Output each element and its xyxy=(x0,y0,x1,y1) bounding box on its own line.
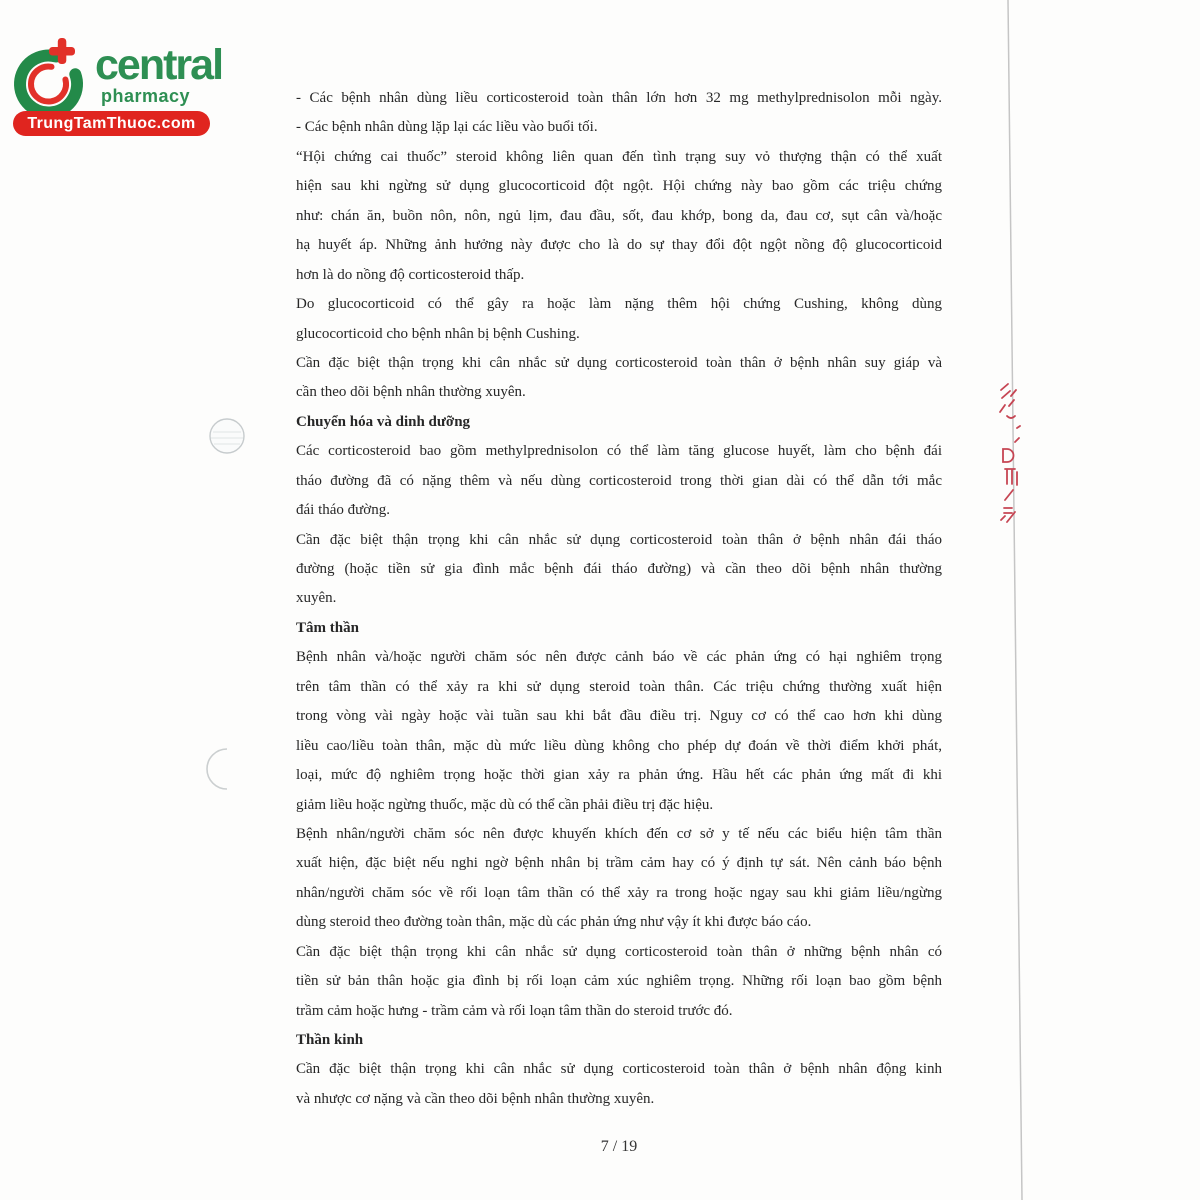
body-text-line: tháo đường đã có nặng thêm và nếu dùng corticosteroid trong thời gian dài có thể dẫn tới mắc xyxy=(296,472,942,489)
body-text-line: Cần đặc biệt thận trọng khi cân nhắc sử dụng corticosteroid toàn thân ở bệnh nhân đái tháo xyxy=(296,531,942,548)
body-text-line: trầm cảm hoặc hưng - trầm cảm và rối loạn tâm thần do steroid trước đó. xyxy=(296,1002,733,1019)
body-text-line: Các corticosteroid bao gồm methylprednisolon có thể làm tăng glucose huyết, làm cho bệnh đái xyxy=(296,443,942,460)
body-text-line: giảm liều hoặc ngừng thuốc, mặc dù có thể cần phải điều trị đặc hiệu. xyxy=(296,796,714,813)
logo-website-badge: TrungTamThuoc.com xyxy=(13,111,210,136)
body-text-line: - Các bệnh nhân dùng lặp lại các liều vào buổi tối. xyxy=(296,119,598,136)
body-text-line: cần theo dõi bệnh nhân thường xuyên. xyxy=(296,384,526,401)
body-text-line: “Hội chứng cai thuốc” steroid không liên quan đến tình trạng suy vỏ thượng thận có thể xuất xyxy=(296,148,942,165)
body-text-line: Do glucocorticoid có thể gây ra hoặc làm nặng thêm hội chứng Cushing, không dùng xyxy=(296,296,942,313)
body-text-line: dùng steroid theo đường toàn thân, mặc dù các phản ứng như vậy ít khi được báo cáo. xyxy=(296,914,812,931)
body-text-line: và nhược cơ nặng và cần theo dõi bệnh nhân thường xuyên. xyxy=(296,1090,655,1107)
section-heading: Chuyển hóa và dinh dưỡng xyxy=(296,413,471,430)
body-text-line: nhân/người chăm sóc về rối loạn tâm thần có thể xảy ra trong hoặc ngay sau khi giảm liều/ngừng xyxy=(296,884,942,901)
body-text-line: tiền sử bản thân hoặc gia đình bị rối loạn cảm xúc nghiêm trọng. Những rối loạn bao gồm bệnh xyxy=(296,973,942,990)
logo-subtitle-text: pharmacy xyxy=(101,86,191,106)
body-text-line: Bệnh nhân/người chăm sóc nên được khuyến khích đến cơ sở y tế nếu các biểu hiện tâm thần xyxy=(296,825,942,842)
section-heading: Tâm thần xyxy=(296,619,359,636)
page-number: 7 / 19 xyxy=(600,1138,638,1155)
body-text-line: Cần đặc biệt thận trọng khi cân nhắc sử dụng corticosteroid toàn thân ở bệnh nhân động kinh xyxy=(296,1061,942,1078)
body-text-line: như: chán ăn, buồn nôn, nôn, ngủ lịm, đau đầu, sốt, đau khớp, bong da, đau cơ, sụt cân và/hoặc xyxy=(296,207,942,224)
body-text-line: đường (hoặc tiền sử gia đình mắc bệnh đái tháo đường) và cần theo dõi bệnh nhân thường xyxy=(296,561,942,577)
section-heading: Thần kinh xyxy=(296,1032,364,1048)
body-text-line: trong vòng vài ngày hoặc vài tuần sau khi bắt đầu điều trị. Nguy cơ có thể cao hơn khi dùng xyxy=(296,708,942,725)
body-text-line: - Các bệnh nhân dùng liều corticosteroid toàn thân lớn hơn 32 mg methylprednisolon mỗi ngày. xyxy=(296,90,942,106)
body-text-line: Cần đặc biệt thận trọng khi cân nhắc sử dụng corticosteroid toàn thân ở bệnh nhân suy giáp và xyxy=(296,354,942,371)
body-text-line: liều cao/liều toàn thân, mặc dù mức liều dùng không cho phép dự đoán về thời điểm khởi phát, xyxy=(296,737,942,754)
body-text-line: glucocorticoid cho bệnh nhân bị bệnh Cushing. xyxy=(296,325,580,342)
body-text-line: loại, mức độ nghiêm trọng hoặc thời gian xảy ra phản ứng. Hầu hết các phản ứng mất đi khi xyxy=(296,767,942,784)
document-body xyxy=(296,84,942,1114)
hole-punch-bottom xyxy=(200,745,244,793)
body-text-line: hiện sau khi ngừng sử dụng glucocorticoid đột ngột. Hội chứng này bao gồm các triệu chứng xyxy=(296,178,942,195)
body-text-line: xuyên. xyxy=(296,590,337,607)
body-text-line: Bệnh nhân và/hoặc người chăm sóc nên được cảnh báo về các phản ứng có hại nghiêm trọng xyxy=(296,649,942,666)
body-text-line: đái tháo đường. xyxy=(296,502,390,519)
logo-brand-text: central xyxy=(95,41,223,89)
body-text-line: hạ huyết áp. Những ảnh hưởng này được cho là do sự thay đổi đột ngột nồng độ glucocorticoid xyxy=(296,237,942,254)
hole-punch-top xyxy=(205,415,249,459)
body-text-line: hơn là do nồng độ corticosteroid thấp. xyxy=(296,266,525,283)
red-ink-marks xyxy=(993,372,1037,528)
body-text-line: Cần đặc biệt thận trọng khi cân nhắc sử dụng corticosteroid toàn thân ở những bệnh nhân có xyxy=(296,943,942,960)
body-text-line: xuất hiện, đặc biệt nếu nghi ngờ bệnh nhân bị trầm cảm hay có ý định tự sát. Nên cảnh báo bệnh xyxy=(296,855,942,872)
body-text-line: trên tâm thần có thể xảy ra khi sử dụng steroid toàn thân. Các triệu chứng thường xuất hiện xyxy=(296,678,942,695)
pharmacy-logo xyxy=(0,0,260,150)
